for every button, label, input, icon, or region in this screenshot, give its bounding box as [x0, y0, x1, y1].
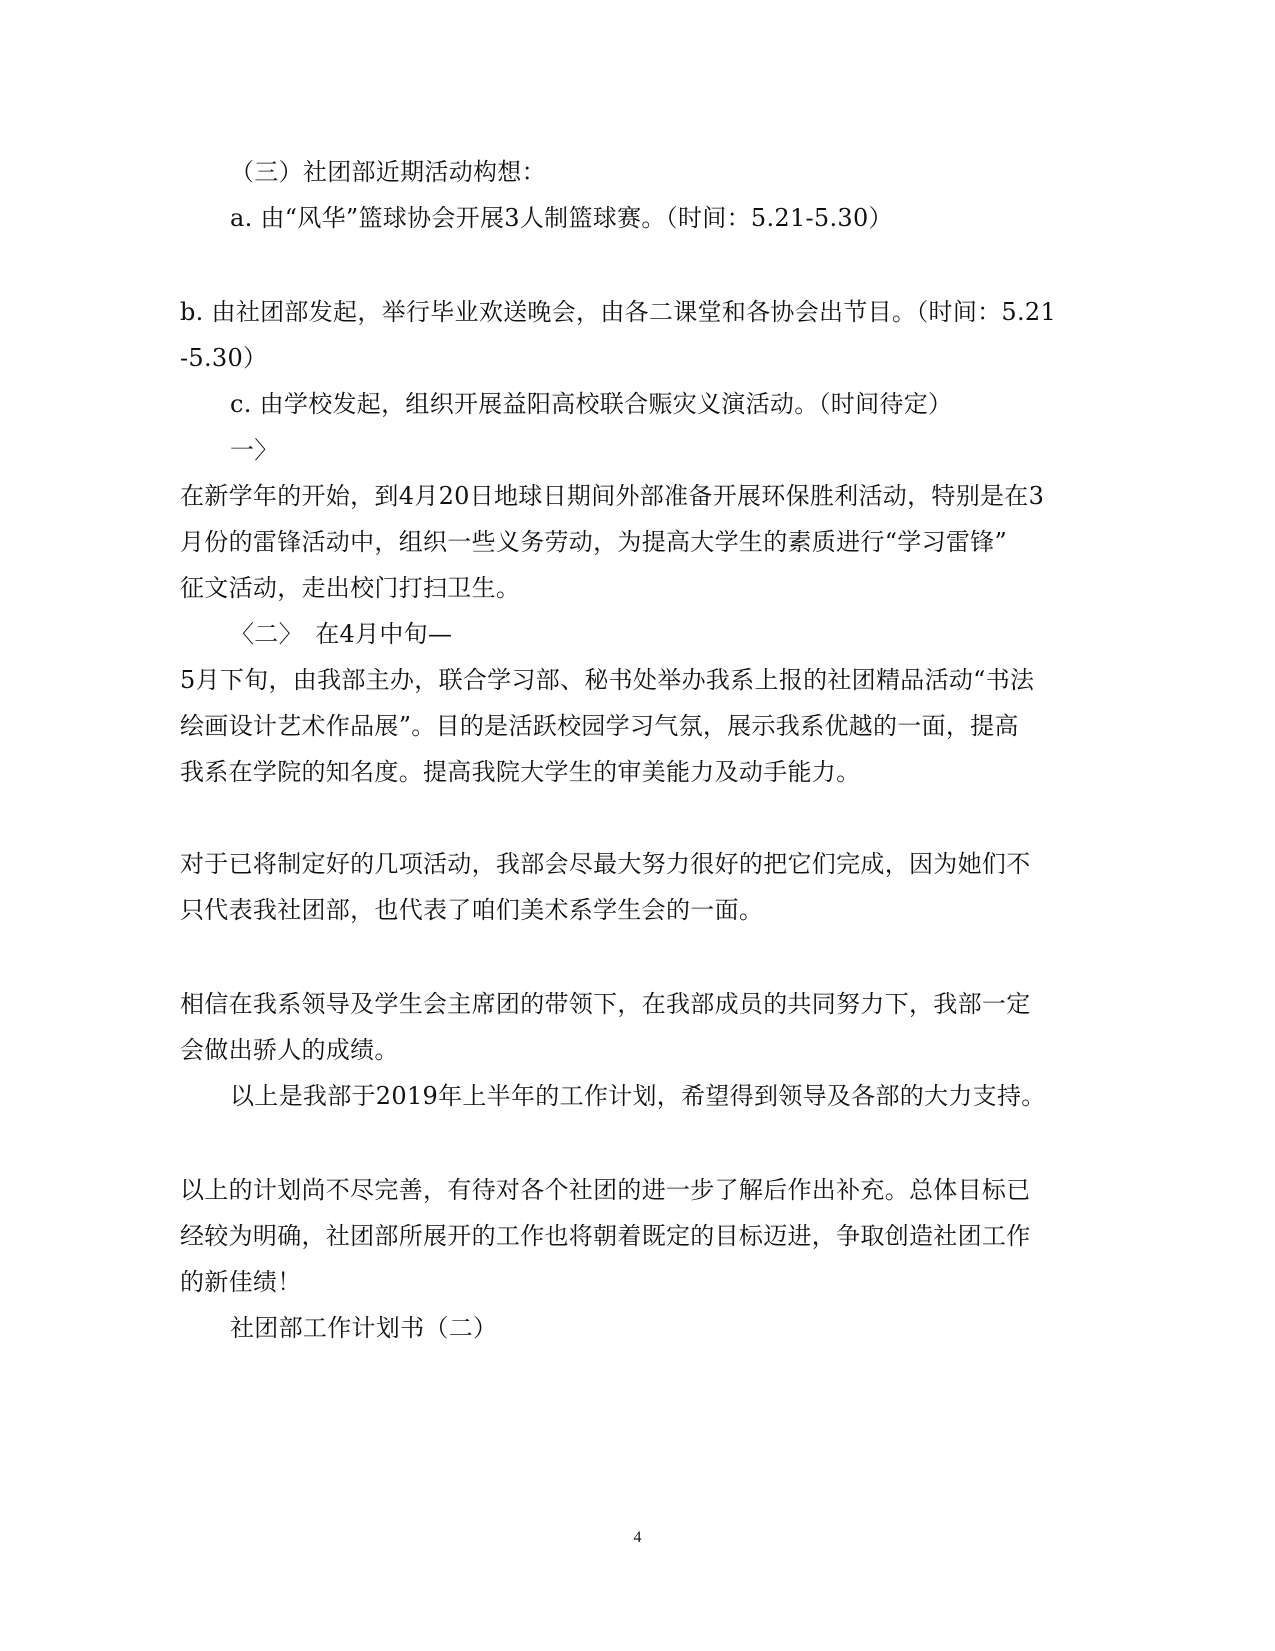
- page-number: 4: [633, 1529, 642, 1546]
- text-line: 对于已将制定好的几项活动，我部会尽最大努力很好的把它们完成，因为她们不: [180, 850, 1031, 878]
- text-line: 绘画设计艺术作品展”。目的是活跃校园学习气氛，展示我系优越的一面，提高: [180, 712, 1019, 740]
- text-line: c. 由学校发起，组织开展益阳高校联合赈灾义演活动。（时间待定）: [230, 390, 953, 418]
- text-line: 以上是我部于2019年上半年的工作计划，希望得到领导及各部的大力支持。: [230, 1082, 1046, 1110]
- text-line: 只代表我社团部，也代表了咱们美术系学生会的一面。: [180, 896, 764, 924]
- text-line: 的新佳绩！: [180, 1268, 302, 1296]
- text-line: 征文活动，走出校门打扫卫生。: [180, 574, 521, 602]
- text-line: 月份的雷锋活动中，组织一些义务劳动，为提高大学生的素质进行“学习雷锋”: [180, 528, 1008, 556]
- text-line: （三）社团部近期活动构想：: [230, 158, 546, 186]
- text-line: 相信在我系领导及学生会主席团的带领下，在我部成员的共同努力下，我部一定: [180, 990, 1031, 1018]
- text-line: 以上的计划尚不尽完善，有待对各个社团的进一步了解后作出补充。总体目标已: [180, 1176, 1031, 1204]
- text-line: 经较为明确，社团部所展开的工作也将朝着既定的目标迈进，争取创造社团工作: [180, 1222, 1031, 1250]
- text-line: 5月下旬，由我部主办，联合学习部、秘书处举办我系上报的社团精品活动“书法: [180, 666, 1035, 694]
- text-line: b. 由社团部发起，举行毕业欢送晚会，由各二课堂和各协会出节目。（时间：5.21: [180, 298, 1057, 326]
- text-line: a. 由“风华”篮球协会开展3人制篮球赛。（时间：5.21-5.30）: [230, 204, 893, 232]
- text-line: 社团部工作计划书（二）: [230, 1314, 498, 1342]
- text-line: 在新学年的开始，到4月20日地球日期间外部准备开展环保胜利活动，特别是在3: [180, 482, 1045, 510]
- text-line: 一〉: [230, 436, 279, 464]
- text-line: 〈二〉 在4月中旬—: [230, 620, 453, 648]
- text-line: 会做出骄人的成绩。: [180, 1036, 399, 1064]
- text-line: 我系在学院的知名度。提高我院大学生的审美能力及动手能力。: [180, 758, 861, 786]
- text-line: -5.30）: [180, 344, 268, 372]
